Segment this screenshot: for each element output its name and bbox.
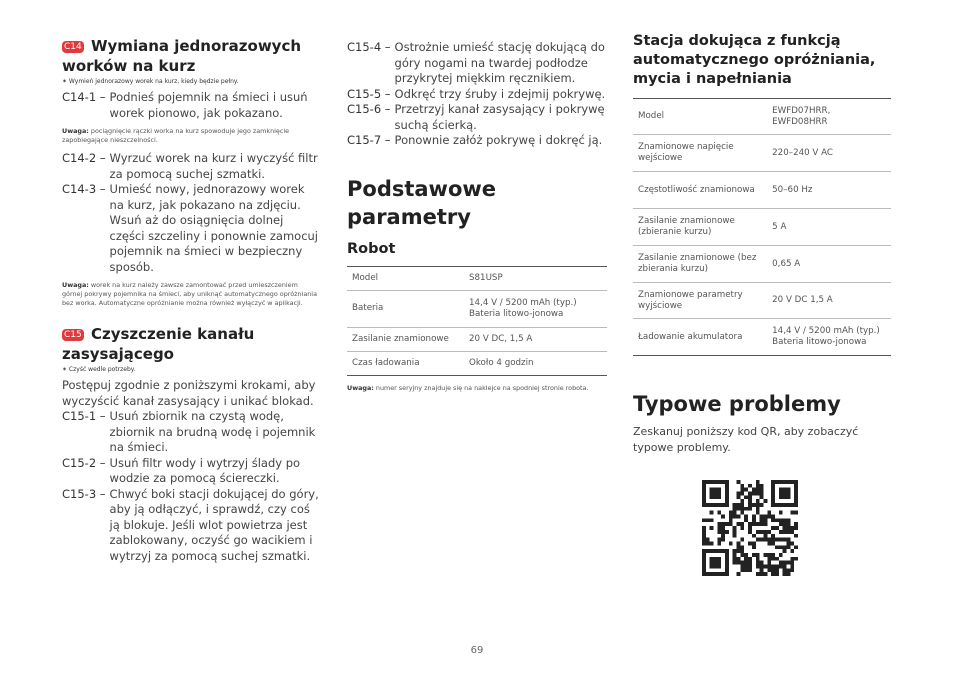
problems-text: Zeskanuj poniższy kod QR, aby zobaczyć typowe problemy.	[633, 425, 859, 454]
spec-row	[633, 319, 891, 356]
step-text: Usuń zbiornik na czystą wodę, zbiornik na brudną wodę i pojemnik na śmieci.	[109, 409, 316, 454]
spec-row	[347, 290, 607, 327]
spec-value: S81USP	[469, 272, 503, 283]
note-label: Uwaga:	[62, 281, 89, 289]
spec-key: Zasilanie znamionowe (bez zbierania kurzu)	[633, 246, 767, 283]
spec-row	[633, 209, 891, 246]
spec-key: Zasilanie znamionowe	[347, 327, 464, 351]
step-number: C14-1 –	[62, 90, 106, 104]
column-middle	[347, 40, 607, 399]
step-text: Ostrożnie umieść stację dokującą do góry nogami na twardej podłodze przykrytej miękkim ręcznikiem.	[394, 40, 605, 85]
spec-key: Zasilanie znamionowe (zbieranie kurzu)	[633, 209, 767, 246]
spec-value: 5 A	[767, 209, 891, 246]
section-c15-title	[62, 324, 320, 364]
spec-value: 20 V DC, 1,5 A	[464, 327, 607, 351]
step-number: C15-7 –	[347, 133, 391, 147]
step-c15-5	[347, 87, 607, 103]
step-number: C15-2 –	[62, 455, 106, 470]
c14-note-2	[62, 281, 320, 308]
c15-star-note: ✶ Czyść wedle potrzeby.	[62, 366, 136, 373]
spec-value: 20 V DC 1,5 A	[767, 283, 891, 319]
step-number: C14-2 –	[62, 151, 106, 165]
spec-row	[347, 327, 607, 351]
qr-code	[702, 480, 798, 576]
spec-key: Model	[638, 111, 665, 121]
params-title: Podstawowe parametry	[347, 176, 497, 229]
note-label: Uwaga:	[62, 127, 89, 135]
spec-key: Częstotliwość znamionowa	[633, 172, 767, 209]
column-left	[62, 36, 320, 564]
spec-value: 14,4 V / 5200 mAh (typ.) Bateria litowo-jonowa	[464, 290, 607, 327]
step-c14-1	[62, 90, 320, 121]
spec-row	[633, 246, 891, 283]
spec-key: Bateria	[347, 290, 464, 327]
column-right	[633, 32, 891, 456]
spec-value: EWFD07HRR, EWFD08HRR	[772, 105, 831, 127]
c15-intro: Postępuj zgodnie z poniższymi krokami, aby wyczyścić kanał zasysający i unikać blokad.	[62, 378, 316, 408]
step-number: C15-4 –	[347, 40, 391, 54]
spec-value: 0,65 A	[767, 246, 891, 283]
step-c14-2	[62, 151, 320, 182]
step-text: Ponownie załóż pokrywę i dokręć ją.	[394, 133, 603, 147]
c14-note-1	[62, 127, 320, 145]
step-c15-1	[62, 409, 320, 456]
spec-row	[633, 172, 891, 209]
spec-key: Znamionowe napięcie wejściowe	[633, 135, 767, 172]
step-c15-4	[347, 40, 607, 87]
problems-title: Typowe problemy	[633, 392, 841, 416]
c15-badge: C15	[64, 330, 82, 340]
station-title: Stacja dokująca z funkcją automatycznego opróżniania, mycia i napełniania	[633, 33, 876, 87]
spec-value: Około 4 godzin	[464, 351, 607, 375]
spec-row	[347, 266, 607, 290]
step-text: Umieść nowy, jednorazowy worek na kurz, jak pokazano na zdjęciu. Wsuń aż do osiągnięcia dolnej części szczeliny i ponownie zamocuj pojemnik na śmieci w bezpieczny sposób.	[109, 182, 319, 274]
step-text: Usuń filtr wody i wytrzyj ślady po wodzie za pomocą ściereczki.	[109, 455, 301, 485]
note-text: pociągnięcie rączki worka na kurz spowoduje jego zamknięcie zapobiegające nieszczelności.	[62, 127, 290, 144]
step-text: Odkręć trzy śruby i zdejmij pokrywę.	[394, 86, 606, 101]
step-number: C15-1 –	[62, 409, 106, 423]
spec-row	[633, 99, 891, 135]
spec-key: Czas ładowania	[347, 351, 464, 375]
spec-row	[633, 135, 891, 172]
step-number: C15-6 –	[347, 102, 391, 116]
spec-key: Znamionowe parametry wyjściowe	[633, 283, 767, 319]
step-c15-3	[62, 487, 320, 565]
spec-value: 50–60 Hz	[767, 172, 891, 209]
c14-badge: C14	[64, 42, 82, 52]
step-c15-6	[347, 102, 607, 133]
spec-value: 14,4 V / 5200 mAh (typ.) Bateria litowo-jonowa	[767, 319, 891, 356]
step-c15-2	[62, 456, 320, 487]
c15-title-text: Czyszczenie kanału zasysającego	[62, 325, 255, 363]
note-text: worek na kurz należy zawsze zamontować przed umieszczeniem górnej pokrywy pojemnika na śmieci, aby uniknąć automatycznego opróżniania bez worka. Automatyczne opróżnianie można również wyłączyć w aplikacji.	[62, 281, 317, 307]
spec-row	[633, 283, 891, 319]
step-c15-7	[347, 133, 607, 149]
robot-title: Robot	[347, 240, 396, 257]
section-c14-title	[62, 36, 320, 76]
step-number: C15-3 –	[62, 486, 106, 501]
spec-key: Model	[352, 272, 379, 283]
c14-star-note: ✶ Wymień jednorazowy worek na kurz, kiedy będzie pełny.	[62, 78, 239, 85]
step-text: Wyrzuć worek na kurz i wyczyść filtr za pomocą suchej szmatki.	[109, 151, 318, 181]
step-text: Przetrzyj kanał zasysający i pokrywę suchą ścierką.	[394, 102, 605, 132]
step-number: C14-3 –	[62, 182, 106, 196]
spec-key: Ładowanie akumulatora	[633, 319, 767, 356]
page-number: 69	[470, 645, 484, 656]
step-text: Podnieś pojemnik na śmieci i usuń worek pionowo, jak pokazano.	[109, 90, 308, 120]
robot-note	[347, 384, 607, 393]
step-text: Chwyć boki stacji dokującej do góry, aby ją odłączyć, i sprawdź, czy coś ją blokuje. Jeśli wlot powietrza jest zablokowany, oczyść go wacikiem i wytrzyj za pomocą suchej szmatki.	[109, 486, 319, 563]
note-label: Uwaga:	[347, 383, 374, 392]
spec-value: 220–240 V AC	[767, 135, 891, 172]
c14-title-text: Wymiana jednorazowych worków na kurz	[62, 37, 302, 75]
station-spec-table	[633, 98, 891, 356]
note-text: numer seryjny znajduje się na naklejce na spodniej stronie robota.	[373, 383, 589, 392]
spec-row	[347, 351, 607, 375]
step-number: C15-5 –	[347, 86, 391, 101]
robot-spec-table	[347, 266, 607, 376]
step-c14-3	[62, 182, 320, 275]
